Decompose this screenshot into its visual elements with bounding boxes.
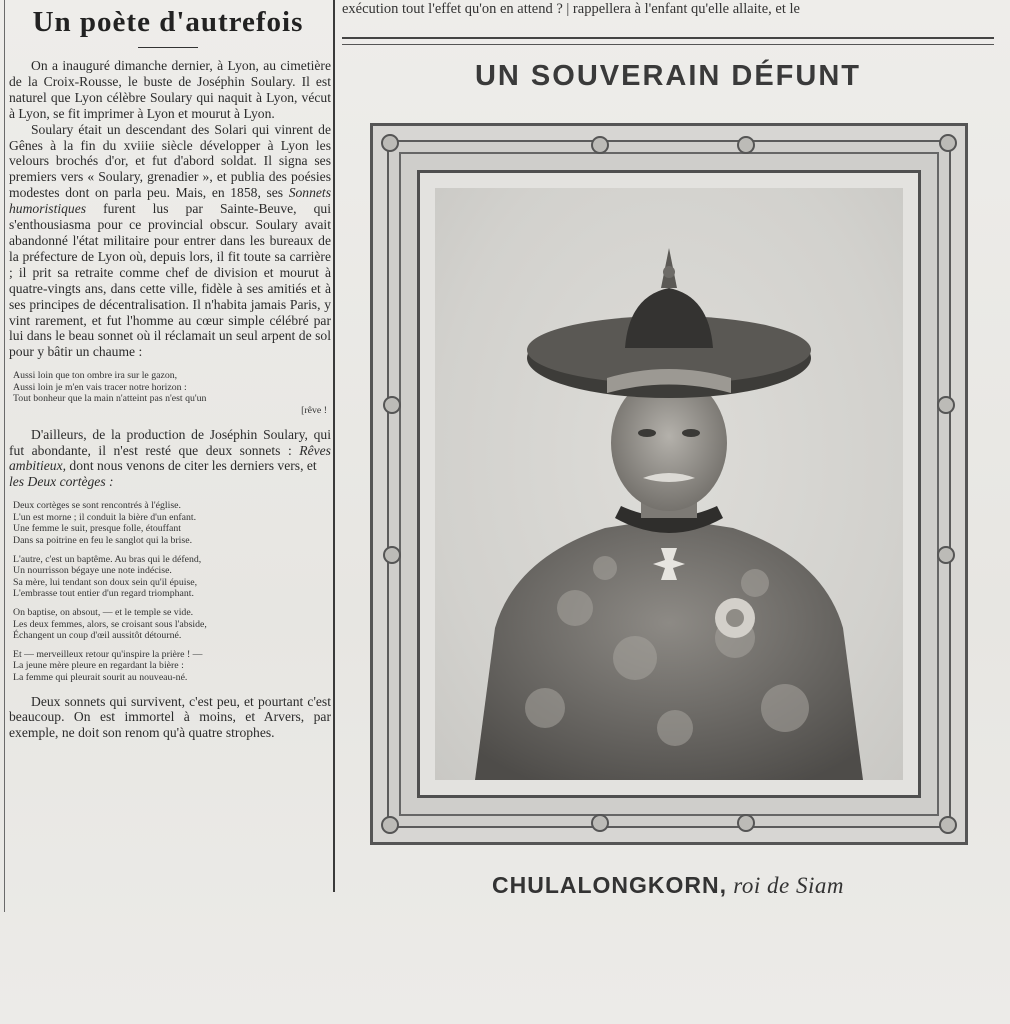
- frame-rosette-icon: [737, 814, 755, 832]
- stanza: [13, 607, 331, 642]
- portrait-photo: [435, 188, 903, 780]
- portrait-caption: [342, 872, 994, 899]
- frame-rosette-icon: [591, 814, 609, 832]
- verse-line: Deux cortèges se sont rencontrés à l'église.: [13, 500, 181, 512]
- verse-line: Et — merveilleux retour qu'inspire la prière ! —: [13, 648, 203, 660]
- stanza: [13, 649, 331, 684]
- frame-rosette-icon: [937, 396, 955, 414]
- verse-line: Tout bonheur que la main n'atteint pas n'est qu'un: [13, 393, 207, 405]
- verse-line: La jeune mère pleure en regardant la bière :: [13, 660, 184, 672]
- verse-line-end: [rêve !: [301, 405, 327, 416]
- continued-text-strip: exécution tout l'effet qu'on en attend ? | rappellera à l'enfant qu'elle allaite, et le: [342, 1, 800, 17]
- frame-rosette-icon: [737, 136, 755, 154]
- frame-corner-icon: [381, 816, 399, 834]
- verse-line: L'un est morne ; il conduit la bière d'un enfant.: [13, 511, 197, 523]
- stanza: [13, 554, 331, 600]
- paragraph-2-text: Soulary était un descendant des Solari qui vinrent de Gênes à la fin du xviiie siècle développer à Lyon les velours brochés d'or, et fut d'abord soldat. Il signa ses premiers vers « Soulary, grenadier », et publia des poésies modestes dont on parla peu. Mais, en 1858, ses: [9, 121, 331, 201]
- caption-name: CHULALONGKORN,: [492, 872, 728, 898]
- reves-ambitieux-title: Rêves ambitieux,: [9, 442, 331, 474]
- verse-line: Aussi loin que ton ombre ira sur le gazon,: [13, 370, 178, 382]
- paragraph-3: [9, 427, 331, 491]
- frame-rosette-icon: [937, 546, 955, 564]
- deux-corteges-title: les Deux cortèges :: [9, 474, 114, 490]
- frame-corner-icon: [939, 816, 957, 834]
- sonnets-title: Sonnets humoristiques: [9, 185, 331, 217]
- frame-corner-icon: [939, 134, 957, 152]
- verse-block-2: [9, 500, 331, 683]
- verse-line: Une femme le suit, presque folle, étouffant: [13, 523, 181, 535]
- verse-line: Un nourrisson bégaye une note indécise.: [13, 565, 172, 577]
- top-rule-thin: [342, 44, 994, 45]
- article-title: Un poète d'autrefois: [32, 6, 304, 38]
- paragraph-1: On a inauguré dimanche dernier, à Lyon, au cimetière de la Croix-Rousse, le buste de Joséphin Soulary. Il est naturel que Lyon célèbre Soulary qui naquit à Lyon, vécut à Lyon, se fit imprimer à Lyon et mourut à Lyon.: [9, 58, 331, 121]
- closing-paragraph: Deux sonnets qui survivent, c'est peu, et pourtant c'est beaucoup. On est immortel à moins, et Arvers, par exemple, ne doit son renom qu'à quatre strophes.: [9, 693, 331, 741]
- verse-block-1: [9, 370, 331, 416]
- verse-line: On baptise, on absout, — et le temple se vide.: [13, 606, 194, 618]
- verse-line: Aussi loin je m'en vais tracer notre horizon :: [13, 381, 187, 393]
- paragraph-3-start: D'ailleurs, de la production de Joséphin Soulary, qui fut abondante, il n'est resté que deux sonnets :: [9, 426, 331, 458]
- frame-rosette-icon: [591, 136, 609, 154]
- verse-line: Échangent un coup d'œil aussitôt détourné.: [13, 630, 182, 642]
- paragraph-2: [9, 122, 331, 361]
- caption-subtitle: roi de Siam: [733, 873, 844, 898]
- portrait-frame: [370, 123, 968, 845]
- column-rule: [333, 0, 335, 892]
- headline: UN SOUVERAIN DÉFUNT: [474, 60, 861, 92]
- frame-rosette-icon: [383, 546, 401, 564]
- left-article: [4, 0, 331, 912]
- paragraph-2-continued: furent lus par Sainte-Beuve, qui s'enthousiasma pour ce provincial obscur. Soulary avait abandonné l'état militaire pour entrer dans les bureaux de la préfecture de Lyon où, depuis lors, il fit toute sa carrière ; il prit sa retraite comme chef de division et mourut à quatre-vingts ans, dans cette ville, fidèle à ses amitiés et à ses principes de décentralisation. Il n'habita jamais Paris, y vint rarement, et fut l'homme au cœur simple célébré par lui dans le beau sonnet où il réclamait un seul arpent de sol pour y bâtir un chaume :: [9, 201, 331, 360]
- verse-line: Sa mère, lui tendant son doux sein qu'il épuise,: [13, 576, 198, 588]
- verse-line: Les deux femmes, alors, se croisant sous l'abside,: [13, 618, 207, 630]
- stanza: [13, 500, 331, 546]
- title-divider: [138, 47, 198, 48]
- king-portrait-icon: [435, 188, 903, 780]
- frame-corner-icon: [381, 134, 399, 152]
- verse-line: L'autre, c'est un baptême. Au bras qui le défend,: [13, 553, 202, 565]
- verse-line: L'embrasse tout entier d'un regard triomphant.: [13, 588, 194, 600]
- verse-line: Dans sa poitrine en feu le sanglot qui la brise.: [13, 535, 193, 546]
- verse-line: La femme qui pleurait sourit au nouveau-né.: [13, 671, 188, 683]
- paragraph-3-mid: dont nous venons de citer les derniers vers, et: [69, 458, 317, 474]
- article-body: [5, 58, 331, 741]
- frame-rosette-icon: [383, 396, 401, 414]
- top-rule: [342, 37, 994, 39]
